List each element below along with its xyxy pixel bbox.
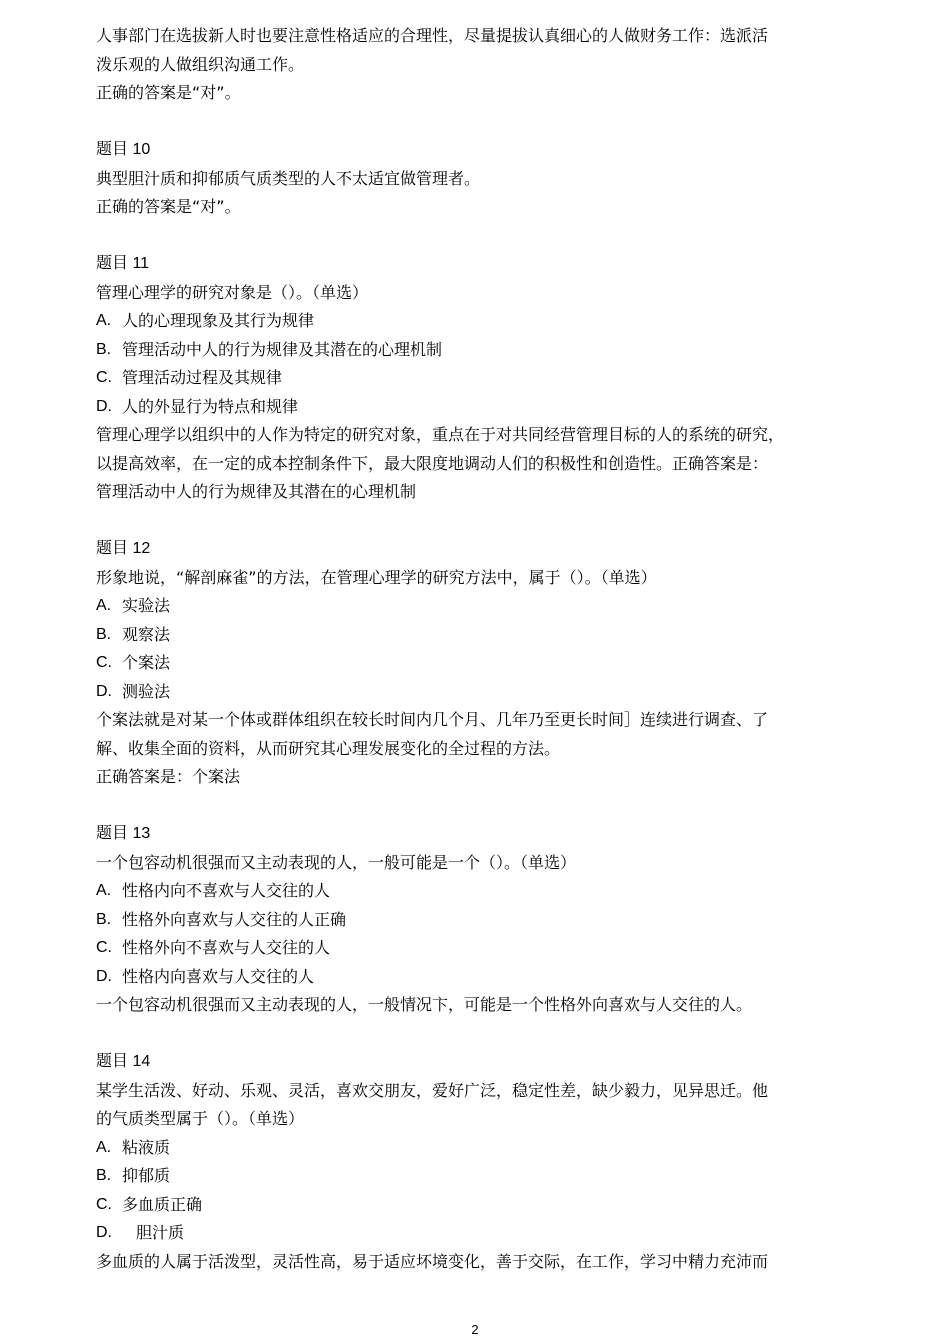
option-d bbox=[96, 678, 866, 707]
question-stem: 管理心理学的研究对象是（）。（单选） bbox=[96, 282, 369, 302]
option-letter: B. bbox=[96, 1167, 112, 1184]
option-letter: D. bbox=[96, 397, 112, 415]
option-text: 性格外向喜欢与人交往的人正确 bbox=[122, 909, 347, 929]
option-text: 性格内向喜欢与人交往的人 bbox=[122, 966, 315, 986]
explanation-line: 一个包容动机很强而又主动表现的人，一般情况卞，可能是一个性格外向喜欢与人交往的人。 bbox=[96, 995, 753, 1014]
text-line: 泼乐观的人做组织沟通工作。 bbox=[96, 54, 305, 74]
option-c bbox=[96, 934, 866, 963]
option-text: 人的外显行为特点和规律 bbox=[122, 396, 299, 416]
explanation-line: 个案法就是对某一个体或群体组织在较长时间内几个月、几年乃至更长时间］连续进行调查、了 bbox=[96, 710, 769, 729]
option-letter: A. bbox=[96, 882, 112, 899]
option-text: 测验法 bbox=[122, 681, 171, 701]
option-text: 实验法 bbox=[122, 596, 171, 615]
option-a bbox=[96, 307, 866, 336]
option-letter: A. bbox=[96, 1138, 112, 1156]
question-stem: 的气质类型属于（）。（单选） bbox=[96, 1109, 305, 1128]
option-text: 管理活动过程及其规律 bbox=[122, 368, 283, 387]
question-stem: 一个包容动机很强而又主动表现的人，一般可能是一个（）。（单选） bbox=[96, 852, 577, 872]
page-number: 2 bbox=[471, 1322, 479, 1337]
explanation-line: 多血质的人属于活泼型，灵活性高，易于适应坏境变化，善于交际，在工作，学习中精力充沛而 bbox=[96, 1251, 769, 1271]
question-title: 题目 13 bbox=[96, 825, 151, 842]
option-text: 胆汁质 bbox=[136, 1223, 185, 1242]
explanation-line: 管理心理学以组织中的人作为特定的研究对象，重点在于对共同经营管理目标的人的系统的研究， bbox=[96, 425, 785, 444]
option-letter: D. bbox=[96, 1224, 112, 1241]
option-text: 粘液质 bbox=[122, 1137, 171, 1157]
option-d bbox=[96, 1219, 866, 1248]
text-line: 正确的答案是“对”。 bbox=[96, 83, 241, 102]
document-page bbox=[96, 22, 866, 1276]
option-letter: D. bbox=[96, 682, 112, 700]
option-text: 多血质正确 bbox=[122, 1194, 203, 1214]
option-text: 个案法 bbox=[122, 653, 171, 672]
question-stem: 某学生活泼、好动、乐观、灵活，喜欢交朋友，爱好广泛，稳定性差，缺少毅力，见异思迁。他 bbox=[96, 1080, 769, 1100]
explanation-line: 以提高效率，在一定的成本控制条件下，最大限度地调动人们的积极性和创造性。正确答案是： bbox=[96, 453, 769, 473]
option-letter: D. bbox=[96, 967, 112, 985]
option-a bbox=[96, 592, 866, 621]
option-c bbox=[96, 1191, 866, 1220]
option-letter: C. bbox=[96, 654, 112, 671]
option-c bbox=[96, 649, 866, 678]
question-title: 题目 12 bbox=[96, 540, 151, 557]
option-text: 观察法 bbox=[122, 624, 171, 644]
question-stem: 形象地说，“解剖麻雀”的方法，在管理心理学的研究方法中，属于（）。（单选） bbox=[96, 567, 657, 587]
option-letter: B. bbox=[96, 910, 112, 928]
option-c bbox=[96, 364, 866, 393]
option-a bbox=[96, 877, 866, 906]
option-b bbox=[96, 1162, 866, 1191]
option-text: 抑郁质 bbox=[122, 1166, 171, 1185]
question-title: 题目 10 bbox=[96, 141, 151, 158]
option-b bbox=[96, 336, 866, 365]
question-title: 题目 11 bbox=[96, 255, 150, 272]
explanation-line: 正确答案是：个案法 bbox=[96, 767, 241, 786]
option-letter: B. bbox=[96, 340, 112, 358]
option-letter: B. bbox=[96, 625, 112, 643]
option-text: 管理活动中人的行为规律及其潜在的心理机制 bbox=[122, 339, 443, 359]
question-title: 题目 14 bbox=[96, 1053, 151, 1070]
option-letter: C. bbox=[96, 369, 112, 386]
option-d bbox=[96, 393, 866, 422]
question-stem: 典型胆汁质和抑郁质气质类型的人不太适宜做管理者。 bbox=[96, 168, 481, 188]
option-b bbox=[96, 906, 866, 935]
option-letter: A. bbox=[96, 597, 112, 614]
option-letter: C. bbox=[96, 939, 112, 956]
option-b bbox=[96, 621, 866, 650]
text-line: 人事部门在选拔新人时也要注意性格适应的合理性，尽量提拔认真细心的人做财务工作：选派活 bbox=[96, 26, 769, 45]
option-text: 人的心理现象及其行为规律 bbox=[122, 311, 315, 330]
answer-text: 正确的答案是“对”。 bbox=[96, 197, 241, 216]
option-d bbox=[96, 963, 866, 992]
explanation-line: 解、收集全面的资料，从而研究其心理发展变化的全过程的方法。 bbox=[96, 738, 561, 758]
option-letter: C. bbox=[96, 1195, 112, 1213]
explanation-line: 管理活动中人的行为规律及其潜在的心理机制 bbox=[96, 482, 417, 501]
option-text: 性格外向不喜欢与人交往的人 bbox=[122, 938, 331, 957]
option-a bbox=[96, 1134, 866, 1163]
option-text: 性格内向不喜欢与人交往的人 bbox=[122, 881, 331, 900]
option-letter: A. bbox=[96, 312, 112, 329]
